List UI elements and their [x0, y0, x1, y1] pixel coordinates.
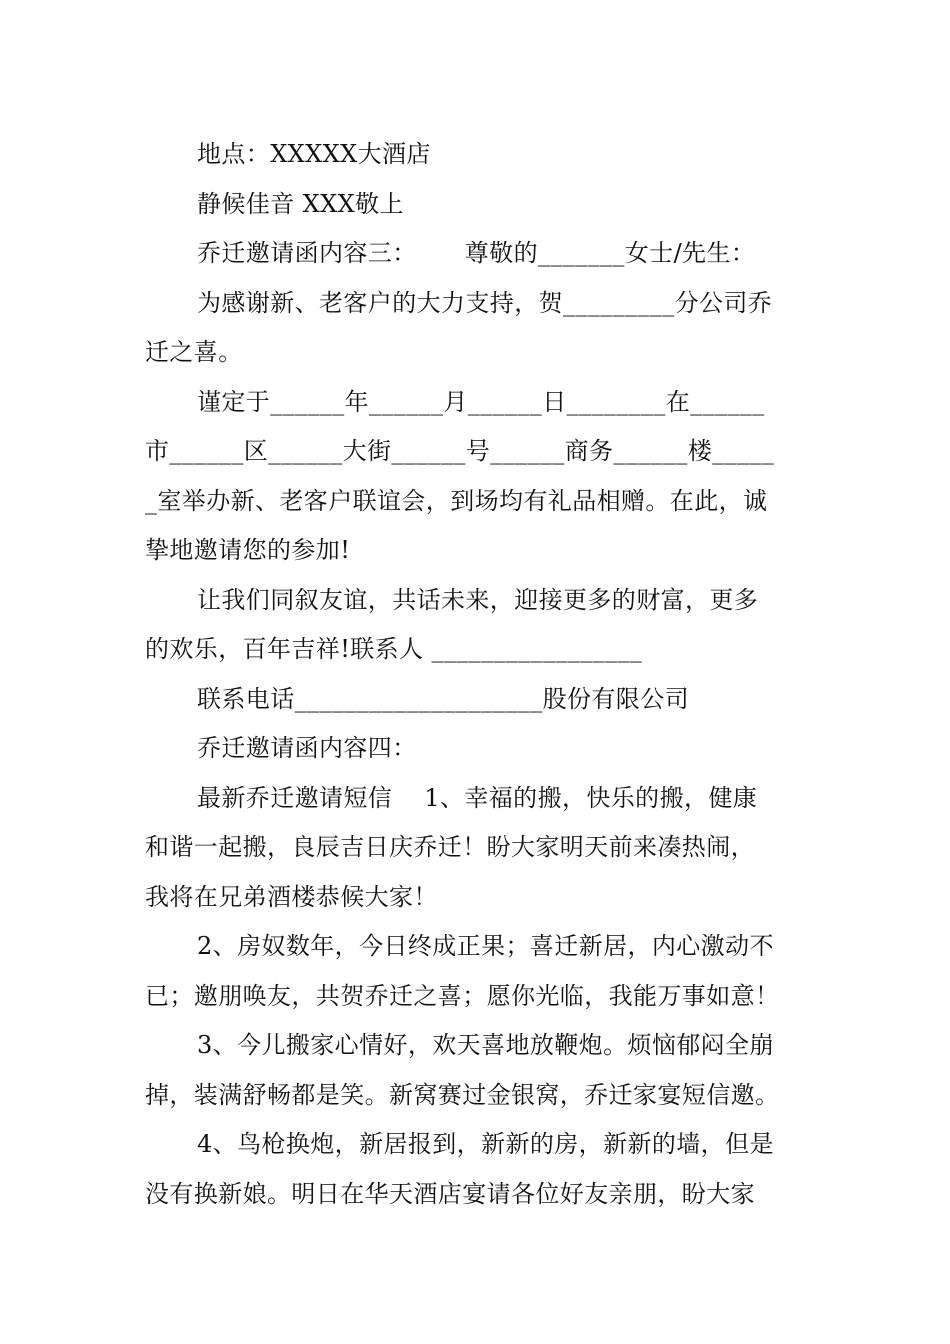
paragraph-line: 谨定于______年______月______日________在______	[197, 387, 765, 416]
invitation-four-heading: 乔迁邀请函内容四：	[197, 734, 417, 762]
paragraph-line: 为感谢新、老客户的大力支持，贺_________分公司乔	[197, 288, 773, 317]
sms-item-line: 3、今儿搬家心情好，欢天喜地放鞭炮。烦恼郁闷全崩	[197, 1031, 774, 1059]
location-line: 地点：XXXXX大酒店	[197, 140, 431, 168]
sms-item-line: 和谐一起搬，良辰吉日庆乔迁！盼大家明天前来凑热闹，	[145, 833, 755, 861]
sms-item-line: 已；邀朋唤友，共贺乔迁之喜；愿你光临，我能万事如意！	[145, 981, 780, 1010]
sms-item-line: 4、鸟枪换炮，新居报到，新新的房，新新的墙，但是	[197, 1130, 774, 1158]
invitation-three-heading: 乔迁邀请函内容三： 尊敬的_______女士/先生：	[197, 239, 756, 267]
contact-phone-line: 联系电话____________________股份有限公司	[197, 684, 689, 713]
sms-item-line: 我将在兄弟酒楼恭候大家！	[145, 882, 438, 911]
sms-item-line: 掉，装满舒畅都是笑。新窝赛过金银窝，乔迁家宴短信邀。	[145, 1080, 780, 1109]
sms-item-line: 没有换新娘。明日在华天酒店宴请各位好友亲朋，盼大家	[145, 1179, 755, 1208]
contact-person-line: 的欢乐，百年吉祥!联系人 _________________	[145, 635, 643, 663]
paragraph-line: 迁之喜。	[145, 338, 243, 366]
paragraph-line: 市______区______大街______号______商务______楼_____	[145, 437, 775, 465]
document-body	[145, 130, 810, 1219]
paragraph-line: _室举办新、老客户联谊会，到场均有礼品相赠。在此，诚	[145, 486, 768, 515]
sms-item-line: 最新乔迁邀请短信 1、幸福的搬，快乐的搬，健康	[197, 783, 758, 812]
paragraph-line: 挚地邀请您的参加!	[145, 536, 351, 564]
paragraph-line: 让我们同叙友谊，共话未来，迎接更多的财富，更多	[197, 585, 759, 614]
sms-item-line: 2、房奴数年，今日终成正果；喜迁新居，内心激动不	[197, 932, 774, 960]
signature-line: 静候佳音 XXX敬上	[197, 189, 404, 218]
